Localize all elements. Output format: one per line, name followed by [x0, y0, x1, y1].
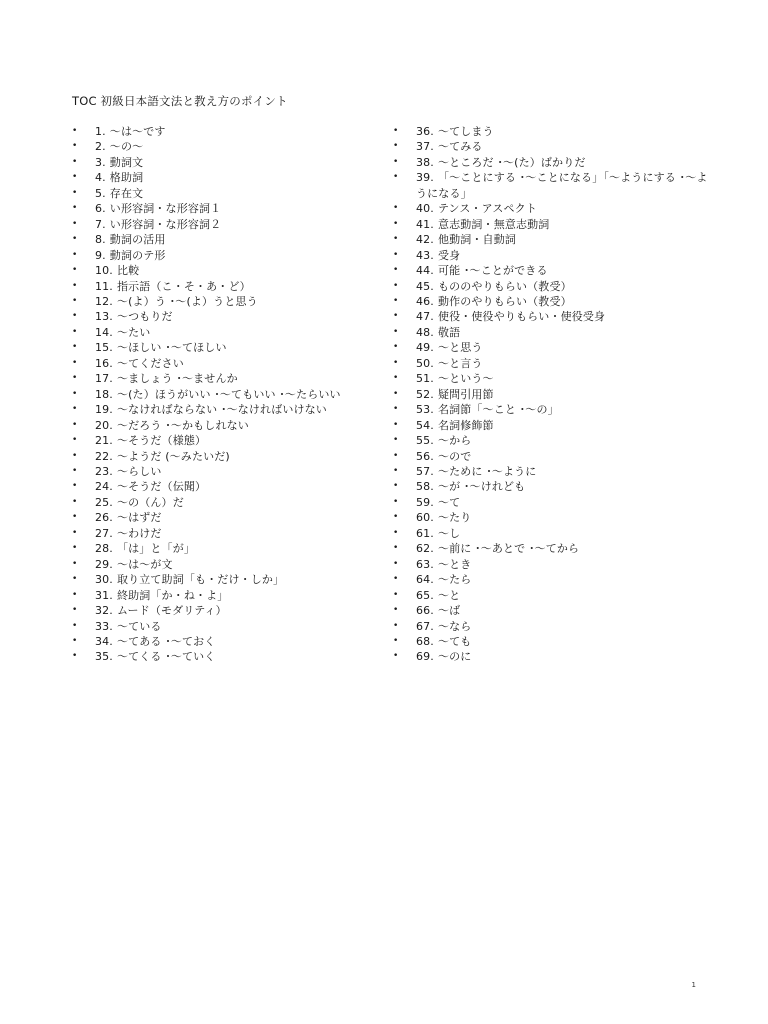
toc-item-number: 62. [416, 542, 434, 556]
toc-item-text: 動詞のテ形 [109, 248, 166, 262]
toc-item-number: 57. [416, 464, 434, 478]
toc-item [72, 495, 372, 510]
bullet-icon: • [393, 651, 399, 662]
toc-item-number: 61. [416, 526, 434, 540]
toc-item [72, 572, 372, 587]
bullet-icon: • [393, 249, 399, 260]
toc-item-text: ～わけだ [116, 526, 162, 540]
toc-item-number: 36. [416, 125, 434, 138]
toc-item-text: ～ている [116, 619, 162, 633]
toc-item [393, 201, 713, 216]
toc-item-text: ～ば [437, 604, 461, 618]
toc-item-number: 1. [95, 125, 106, 138]
toc-item-number: 66. [416, 604, 434, 618]
toc-item [72, 309, 372, 324]
toc-item-text: 「～ことにする ･～ことになる」「～ようにする ･～ようになる」 [416, 171, 708, 200]
toc-item-text: ～(よ）う ･～(よ）うと思う [116, 294, 258, 308]
bullet-icon: • [72, 280, 78, 291]
toc-item [72, 557, 372, 572]
toc-item-text: ～は～が文 [116, 557, 173, 571]
bullet-icon: • [393, 203, 399, 214]
toc-item-number: 5. [95, 186, 106, 200]
toc-item-number: 37. [416, 140, 434, 154]
toc-item [72, 588, 372, 603]
bullet-icon: • [393, 388, 399, 399]
bullet-icon: • [393, 311, 399, 322]
toc-item-number: 15. [95, 341, 113, 355]
toc-item-number: 41. [416, 217, 434, 231]
toc-item-number: 48. [416, 325, 434, 339]
bullet-icon: • [72, 126, 78, 136]
toc-item-number: 46. [416, 294, 434, 308]
bullet-icon: • [393, 234, 399, 245]
toc-item-text: 格助詞 [109, 171, 144, 185]
toc-item-text: 動詞文 [109, 155, 144, 169]
toc-item-number: 53. [416, 403, 434, 417]
toc-item-text: 「は」と「が」 [116, 542, 196, 556]
bullet-icon: • [72, 605, 78, 616]
bullet-icon: • [72, 435, 78, 446]
toc-item-text: 取り立て助詞「も・だけ・しか」 [116, 573, 285, 587]
toc-item-text: ～の（ん）だ [116, 495, 184, 509]
toc-item-text: 動作のやりもらい（教受） [437, 294, 572, 308]
bullet-icon: • [72, 187, 78, 198]
toc-item [393, 232, 713, 247]
toc-item-number: 12. [95, 294, 113, 308]
toc-item [393, 309, 713, 324]
toc-item-number: 27. [95, 526, 113, 540]
toc-item-number: 14. [95, 325, 113, 339]
bullet-icon: • [72, 620, 78, 631]
bullet-icon: • [72, 543, 78, 554]
toc-item [393, 603, 713, 618]
toc-item-text: ～だろう ･～かもしれない [116, 418, 249, 432]
toc-item-number: 19. [95, 403, 113, 417]
toc-item-text: 敬語 [437, 325, 461, 339]
toc-item-text: ～なら [437, 619, 472, 633]
toc-item [393, 433, 713, 448]
toc-list-right [393, 124, 713, 665]
toc-item [72, 201, 372, 216]
toc-item-number: 68. [416, 634, 434, 648]
bullet-icon: • [393, 280, 399, 291]
bullet-icon: • [72, 481, 78, 492]
bullet-icon: • [393, 465, 399, 476]
toc-item [72, 325, 372, 340]
bullet-icon: • [72, 295, 78, 306]
toc-item-text: ～(た）ほうがいい ･～てもいい ･～たらいい [116, 387, 341, 401]
toc-item-text: 疑問引用節 [437, 387, 494, 401]
toc-item-number: 17. [95, 372, 113, 386]
bullet-icon: • [393, 357, 399, 368]
toc-item [393, 449, 713, 464]
toc-item-text: ～と言う [437, 356, 483, 370]
toc-item-text: ～てください [116, 356, 184, 370]
toc-item-text: ～たら [437, 573, 472, 587]
bullet-icon: • [393, 512, 399, 523]
toc-item-text: ～なければならない ･～なければいけない [116, 403, 327, 417]
toc-item-number: 51. [416, 372, 434, 386]
toc-item-number: 22. [95, 449, 113, 463]
toc-item [72, 170, 372, 185]
toc-item-number: 25. [95, 495, 113, 509]
toc-item-number: 32. [95, 604, 113, 618]
bullet-icon: • [72, 156, 78, 167]
toc-item-number: 65. [416, 588, 434, 602]
toc-item-text: 使役・使役やりもらい・使役受身 [437, 310, 606, 324]
bullet-icon: • [72, 558, 78, 569]
toc-item-number: 29. [95, 557, 113, 571]
toc-item-number: 24. [95, 480, 113, 494]
toc-item [72, 418, 372, 433]
toc-item-text: もののやりもらい（教受） [437, 279, 572, 293]
toc-item-text: ～前に ･～あとで ･～てから [437, 542, 580, 556]
toc-item-number: 20. [95, 418, 113, 432]
toc-item [393, 325, 713, 340]
toc-item [72, 433, 372, 448]
toc-item-text: ～し [437, 526, 461, 540]
bullet-icon: • [72, 450, 78, 461]
toc-item-number: 69. [416, 650, 434, 664]
toc-item-text: 名詞節「～こと ･～の」 [437, 403, 559, 417]
toc-item-text: ～たい [116, 325, 151, 339]
toc-item-number: 45. [416, 279, 434, 293]
toc-item [72, 294, 372, 309]
toc-item-text: 受身 [437, 248, 461, 262]
bullet-icon: • [72, 574, 78, 585]
bullet-icon: • [393, 218, 399, 229]
toc-item [72, 603, 372, 618]
toc-item [393, 510, 713, 525]
toc-item [72, 155, 372, 170]
bullet-icon: • [72, 326, 78, 337]
toc-item-text: ～ところだ ･～(た）ばかりだ [437, 155, 586, 169]
bullet-icon: • [393, 589, 399, 600]
toc-item-number: 16. [95, 356, 113, 370]
toc-item [393, 340, 713, 355]
toc-item-number: 3. [95, 155, 106, 169]
toc-item [72, 124, 372, 139]
bullet-icon: • [72, 218, 78, 229]
toc-item-number: 54. [416, 418, 434, 432]
toc-item-number: 6. [95, 202, 106, 216]
toc-item-number: 11. [95, 279, 113, 293]
toc-item-text: ～ために ･～ように [437, 464, 537, 478]
bullet-icon: • [72, 249, 78, 260]
toc-item [393, 402, 713, 417]
bullet-icon: • [72, 265, 78, 276]
toc-item [72, 232, 372, 247]
toc-item-text: ムード（モダリティ） [116, 604, 227, 618]
toc-item-text: い形容詞・な形容詞１ [109, 202, 222, 216]
toc-item [393, 371, 713, 386]
toc-item-number: 43. [416, 248, 434, 262]
toc-item-number: 40. [416, 202, 434, 216]
toc-list-left [72, 124, 372, 665]
toc-item [393, 170, 713, 201]
toc-item-text: ～という～ [437, 372, 494, 386]
toc-item [393, 387, 713, 402]
toc-item [72, 464, 372, 479]
bullet-icon: • [72, 342, 78, 353]
bullet-icon: • [72, 203, 78, 214]
bullet-icon: • [393, 126, 399, 136]
toc-item [72, 263, 372, 278]
toc-item-text: い形容詞・な形容詞２ [109, 217, 222, 231]
toc-item [72, 387, 372, 402]
bullet-icon: • [72, 388, 78, 399]
toc-item-number: 55. [416, 434, 434, 448]
bullet-icon: • [393, 527, 399, 538]
toc-item-number: 56. [416, 449, 434, 463]
toc-item-text: ～たり [437, 511, 472, 525]
bullet-icon: • [393, 635, 399, 646]
toc-item-number: 8. [95, 233, 106, 247]
bullet-icon: • [393, 419, 399, 430]
toc-item-text: 指示語（こ・そ・あ・ど） [116, 279, 251, 293]
toc-item-text: ～と [437, 588, 461, 602]
bullet-icon: • [393, 481, 399, 492]
toc-item-text: ～てくる ･～ていく [116, 650, 216, 664]
toc-item-text: ～てしまう [437, 125, 494, 138]
toc-item-number: 67. [416, 619, 434, 633]
toc-item-number: 10. [95, 264, 113, 278]
toc-item [72, 479, 372, 494]
bullet-icon: • [393, 543, 399, 554]
toc-item-text: ～ので [437, 449, 472, 463]
toc-item-text: ～が ･～けれども [437, 480, 526, 494]
bullet-icon: • [72, 651, 78, 662]
toc-item [72, 449, 372, 464]
toc-item-number: 30. [95, 573, 113, 587]
bullet-icon: • [72, 172, 78, 183]
toc-item-text: ～てある ･～ておく [116, 634, 216, 648]
toc-item [72, 186, 372, 201]
bullet-icon: • [393, 496, 399, 507]
bullet-icon: • [72, 311, 78, 322]
toc-item [393, 139, 713, 154]
toc-item-number: 39. [416, 171, 434, 185]
toc-item-text: テンス・アスペクト [437, 202, 537, 216]
toc-item [393, 356, 713, 371]
toc-item-text: ～は～です [109, 125, 166, 138]
bullet-icon: • [72, 465, 78, 476]
toc-item-number: 21. [95, 434, 113, 448]
toc-item-number: 63. [416, 557, 434, 571]
toc-item-text: ～の～ [109, 140, 144, 154]
toc-item-text: ～とき [437, 557, 472, 571]
toc-item-text: ～そうだ（様態） [116, 434, 207, 448]
toc-item-number: 60. [416, 511, 434, 525]
bullet-icon: • [72, 635, 78, 646]
toc-item [72, 217, 372, 232]
toc-item-text: 意志動詞・無意志動詞 [437, 217, 550, 231]
toc-item [393, 279, 713, 294]
toc-item-number: 31. [95, 588, 113, 602]
toc-item [72, 541, 372, 556]
toc-item-number: 49. [416, 341, 434, 355]
toc-item [393, 294, 713, 309]
bullet-icon: • [72, 357, 78, 368]
toc-item [393, 526, 713, 541]
toc-item-number: 26. [95, 511, 113, 525]
toc-item [72, 634, 372, 649]
toc-item-number: 7. [95, 217, 106, 231]
toc-item [393, 619, 713, 634]
toc-item-number: 59. [416, 495, 434, 509]
page-title: TOC 初級日本語文法と教え方のポイント [72, 94, 288, 108]
toc-item-number: 28. [95, 542, 113, 556]
toc-item-text: ～ましょう ･～ませんか [116, 372, 238, 386]
toc-item-number: 33. [95, 619, 113, 633]
toc-item [393, 572, 713, 587]
toc-item-text: ～そうだ（伝聞） [116, 480, 207, 494]
toc-item [393, 479, 713, 494]
toc-item-text: ～のに [437, 650, 472, 664]
toc-item-text: ～らしい [116, 464, 162, 478]
toc-item-number: 47. [416, 310, 434, 324]
bullet-icon: • [393, 620, 399, 631]
bullet-icon: • [72, 419, 78, 430]
bullet-icon: • [393, 450, 399, 461]
toc-item [72, 649, 372, 664]
toc-item-number: 64. [416, 573, 434, 587]
bullet-icon: • [393, 435, 399, 446]
toc-item [72, 139, 372, 154]
toc-item-text: ～ても [437, 634, 472, 648]
toc-item [72, 402, 372, 417]
toc-item-number: 42. [416, 233, 434, 247]
toc-item [72, 526, 372, 541]
toc-item-text: 比較 [116, 264, 140, 278]
bullet-icon: • [393, 156, 399, 167]
toc-item-text: ～ようだ (～みたいだ) [116, 449, 230, 463]
toc-item [393, 124, 713, 139]
toc-item-number: 18. [95, 387, 113, 401]
toc-item [393, 541, 713, 556]
bullet-icon: • [393, 342, 399, 353]
toc-item-number: 2. [95, 140, 106, 154]
toc-item-number: 4. [95, 171, 106, 185]
toc-item [393, 588, 713, 603]
toc-item-number: 50. [416, 356, 434, 370]
toc-item-text: ～てみる [437, 140, 483, 154]
toc-item-text: ～つもりだ [116, 310, 173, 324]
bullet-icon: • [393, 265, 399, 276]
bullet-icon: • [72, 589, 78, 600]
bullet-icon: • [72, 496, 78, 507]
bullet-icon: • [393, 404, 399, 415]
bullet-icon: • [393, 605, 399, 616]
toc-item [393, 634, 713, 649]
toc-item-text: 動詞の活用 [109, 233, 166, 247]
bullet-icon: • [393, 172, 399, 183]
toc-item-number: 38. [416, 155, 434, 169]
toc-item-number: 34. [95, 634, 113, 648]
bullet-icon: • [72, 373, 78, 384]
toc-item [393, 418, 713, 433]
bullet-icon: • [72, 512, 78, 523]
toc-item [72, 619, 372, 634]
bullet-icon: • [72, 234, 78, 245]
toc-item-text: 可能 ･～ことができる [437, 264, 548, 278]
toc-item [72, 248, 372, 263]
toc-item [393, 557, 713, 572]
toc-item [72, 356, 372, 371]
toc-item [393, 649, 713, 664]
bullet-icon: • [393, 141, 399, 152]
bullet-icon: • [393, 558, 399, 569]
toc-item-text: ～て [437, 495, 461, 509]
bullet-icon: • [72, 141, 78, 152]
toc-item-text: 他動詞・自動詞 [437, 233, 517, 247]
toc-item [393, 464, 713, 479]
toc-item-text: ～はずだ [116, 511, 162, 525]
toc-item-number: 13. [95, 310, 113, 324]
bullet-icon: • [393, 326, 399, 337]
toc-item-number: 9. [95, 248, 106, 262]
toc-item [72, 340, 372, 355]
page-number: 1 [691, 981, 696, 989]
toc-item-number: 58. [416, 480, 434, 494]
toc-item-text: ～ほしい ･～てほしい [116, 341, 227, 355]
toc-item-number: 44. [416, 264, 434, 278]
toc-item-text: 存在文 [109, 186, 144, 200]
toc-item-text: ～と思う [437, 341, 483, 355]
toc-item [393, 495, 713, 510]
bullet-icon: • [393, 295, 399, 306]
bullet-icon: • [72, 404, 78, 415]
toc-item-number: 52. [416, 387, 434, 401]
toc-item-text: 終助詞「か・ね・よ」 [116, 588, 229, 602]
bullet-icon: • [393, 574, 399, 585]
bullet-icon: • [72, 527, 78, 538]
toc-item-number: 23. [95, 464, 113, 478]
toc-item-text: 名詞修飾節 [437, 418, 494, 432]
toc-item [393, 248, 713, 263]
toc-item [72, 371, 372, 386]
bullet-icon: • [393, 373, 399, 384]
toc-item [393, 155, 713, 170]
toc-item [72, 510, 372, 525]
toc-item [393, 263, 713, 278]
toc-item-text: ～から [437, 434, 472, 448]
toc-item-number: 35. [95, 650, 113, 664]
toc-item [72, 279, 372, 294]
toc-item [393, 217, 713, 232]
